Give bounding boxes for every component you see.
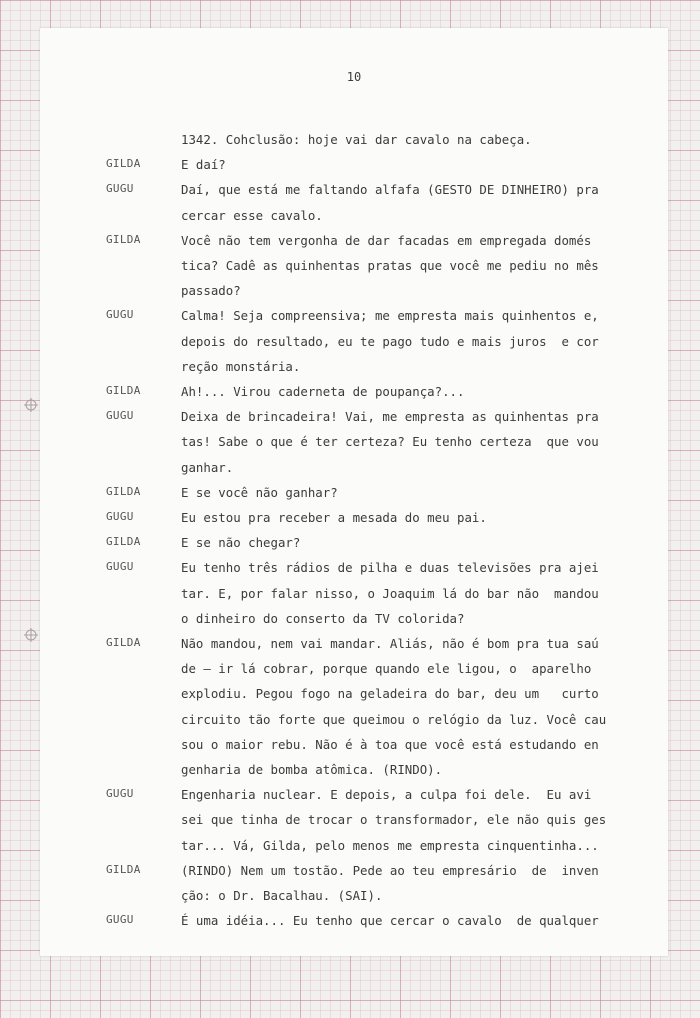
script-line — [40, 812, 668, 832]
dialogue-text: E se você não ganhar? — [181, 484, 338, 500]
speaker-name: GILDA — [106, 636, 141, 649]
script-line — [40, 611, 668, 631]
script-line — [40, 661, 668, 681]
script-line — [40, 283, 668, 303]
script-line — [40, 636, 668, 656]
dialogue-text: E se não chegar? — [181, 535, 301, 551]
dialogue-text: passado? — [181, 283, 241, 299]
speaker-name: GILDA — [106, 157, 141, 171]
script-line — [40, 182, 668, 202]
dialogue-text: tar. E, por falar nisso, o Joaquim lá do bar não mandou — [181, 585, 599, 601]
script-line — [40, 888, 668, 908]
dialogue-text: É uma idéia... Eu tenho que cercar o cavalo de qualquer — [181, 913, 599, 929]
dialogue-text: circuito tão forte que queimou o relógio da luz. Você cau — [181, 711, 607, 727]
script-line — [40, 712, 668, 732]
script-line — [40, 208, 668, 228]
speaker-name: GILDA — [106, 484, 141, 498]
script-line — [40, 359, 668, 379]
dialogue-text: sei que tinha de trocar o transformador, ele não quis ges — [181, 812, 607, 828]
script-line — [40, 233, 668, 253]
speaker-name: GUGU — [106, 409, 134, 423]
dialogue-text: 1342. Cohclusão: hoje vai dar cavalo na cabeça. — [181, 132, 532, 147]
dialogue-text: Eu tenho três rádios de pilha e duas televisões pra ajei — [181, 560, 599, 576]
script-line — [40, 686, 668, 706]
script-line — [40, 157, 668, 177]
speaker-name: GUGU — [106, 182, 134, 196]
script-line — [40, 863, 668, 883]
script-line — [40, 334, 668, 354]
script-line — [40, 787, 668, 807]
dialogue-text: cercar esse cavalo. — [181, 207, 323, 223]
dialogue-text: (RINDO) Nem um tostão. Pede ao teu empresário de inven — [181, 862, 599, 878]
script-line — [40, 460, 668, 480]
script-line — [40, 258, 668, 278]
script-line — [40, 913, 668, 933]
dialogue-text: o dinheiro do conserto da TV colorida? — [181, 610, 465, 626]
script-line — [40, 485, 668, 505]
speaker-name: GUGU — [106, 308, 134, 322]
script-page — [40, 28, 668, 956]
dialogue-text: ção: o Dr. Bacalhau. (SAI). — [181, 888, 383, 903]
script-line — [40, 510, 668, 530]
speaker-name: GILDA — [106, 535, 141, 549]
dialogue-text: explodiu. Pegou fogo na geladeira do bar, deu um curto — [181, 686, 599, 702]
dialogue-text: Engenharia nuclear. E depois, a culpa foi dele. Eu avi — [181, 787, 592, 803]
dialogue-text: E daí? — [181, 157, 226, 173]
registration-mark-icon — [24, 398, 38, 412]
dialogue-text: Ah!... Virou caderneta de poupança?... — [181, 384, 465, 399]
script-line — [40, 560, 668, 580]
dialogue-text: reção monstária. — [181, 358, 301, 374]
script-line — [40, 586, 668, 606]
speaker-name: GUGU — [106, 560, 134, 574]
dialogue-text: tas! Sabe o que é ter certeza? Eu tenho certeza que vou — [181, 434, 599, 450]
speaker-name: GILDA — [106, 384, 141, 397]
speaker-name: GUGU — [106, 913, 134, 927]
script-line — [40, 535, 668, 555]
dialogue-text: depois do resultado, eu te pago tudo e mais juros e cor — [181, 333, 599, 349]
registration-mark-icon — [24, 628, 38, 642]
dialogue-text: tica? Cadê as quinhentas pratas que você me pediu no mês — [181, 258, 599, 273]
dialogue-text: de — ir lá cobrar, porque quando ele ligou, o aparelho — [181, 661, 592, 677]
dialogue-text: Eu estou pra receber a mesada do meu pai. — [181, 510, 487, 525]
script-line — [40, 384, 668, 404]
speaker-name: GILDA — [106, 232, 141, 246]
page-number: 10 — [346, 70, 362, 84]
script-line — [40, 409, 668, 429]
speaker-name: GUGU — [106, 787, 134, 801]
script-line — [40, 762, 668, 782]
script-line — [40, 308, 668, 328]
dialogue-text: ganhar. — [181, 459, 234, 475]
script-line — [40, 132, 668, 152]
dialogue-text: Deixa de brincadeira! Vai, me empresta as quinhentas pra — [181, 409, 599, 425]
dialogue-text: genharia de bomba atômica. (RINDO). — [181, 762, 443, 777]
dialogue-text: Não mandou, nem vai mandar. Aliás, não é bom pra tua saú — [181, 636, 599, 651]
script-line — [40, 737, 668, 757]
dialogue-text: sou o maior rebu. Não é à toa que você está estudando en — [181, 736, 599, 752]
script-line — [40, 838, 668, 858]
dialogue-text: Daí, que está me faltando alfafa (GESTO DE DINHEIRO) pra — [181, 182, 599, 198]
dialogue-text: Calma! Seja compreensiva; me empresta mais quinhentos e, — [181, 308, 599, 324]
script-line — [40, 434, 668, 454]
dialogue-text: Você não tem vergonha de dar facadas em empregada domés — [181, 232, 592, 248]
speaker-name: GUGU — [106, 510, 134, 523]
dialogue-text: tar... Vá, Gilda, pelo menos me empresta cinquentinha... — [181, 837, 599, 853]
speaker-name: GILDA — [106, 862, 141, 876]
